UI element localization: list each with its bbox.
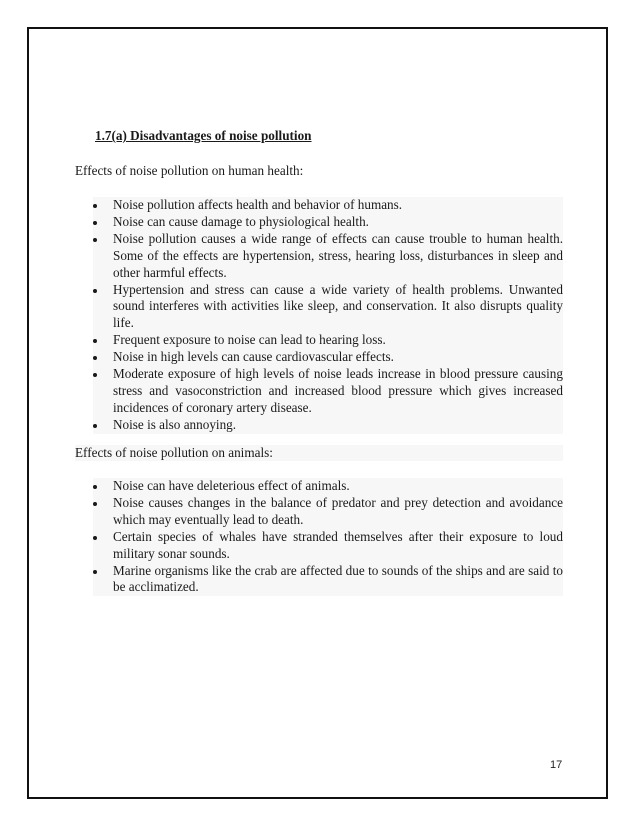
list-item-text: Noise pollution affects health and behavior of humans. — [113, 197, 403, 212]
list-item — [93, 231, 563, 282]
bullet-icon — [93, 238, 97, 242]
bullet-icon — [93, 339, 97, 343]
animal-effects-intro: Effects of noise pollution on animals: — [75, 445, 563, 461]
bullet-icon — [93, 485, 97, 489]
list-item-text: Frequent exposure to noise can lead to hearing loss. — [113, 332, 386, 348]
list-item — [93, 495, 563, 529]
bullet-icon — [93, 570, 97, 574]
bullet-icon — [93, 424, 97, 428]
list-item — [93, 349, 563, 366]
bullet-icon — [93, 536, 97, 540]
human-effects-list — [93, 197, 563, 434]
list-item — [93, 529, 563, 563]
section-heading: 1.7(a) Disadvantages of noise pollution — [95, 128, 312, 143]
bullet-icon — [93, 289, 97, 293]
list-item-text: Noise can have deleterious effect of animals. — [113, 478, 350, 493]
bullet-icon — [93, 221, 97, 225]
list-item-text: Noise pollution causes a wide range of effects can cause trouble to human health. Some of the effects are hypertension, stress, hearing loss, disturbances in sleep and other harmful effects. — [113, 230, 563, 280]
list-item — [93, 282, 563, 333]
list-item — [93, 197, 563, 214]
list-item — [93, 332, 563, 349]
bullet-icon — [93, 502, 97, 506]
list-item-text: Noise in high levels can cause cardiovascular effects. — [113, 349, 394, 365]
list-item-text: Noise causes changes in the balance of predator and prey detection and avoidance which may eventually lead to death. — [113, 494, 563, 527]
list-item — [93, 214, 563, 231]
list-item-text: Hypertension and stress can cause a wide variety of health problems. Unwanted sound interferes with activities like sleep, and conservation. It also disrupts quality life. — [113, 281, 563, 331]
bullet-icon — [93, 373, 97, 377]
bullet-icon — [93, 204, 97, 208]
list-item-text: Noise is also annoying. — [113, 416, 237, 432]
list-item-text: Marine organisms like the crab are affected due to sounds of the ships and are said to be acclimatized. — [113, 562, 563, 595]
list-item-text: Moderate exposure of high levels of noise leads increase in blood pressure causing stress and vasoconstriction and increased blood pressure which gives increased incidences of coronary artery disease. — [113, 366, 563, 415]
list-item-text: Certain species of whales have stranded themselves after their exposure to loud military sonar sounds. — [113, 528, 563, 561]
page-number: 17 — [550, 759, 563, 771]
list-item — [93, 366, 563, 417]
bullet-icon — [93, 356, 97, 360]
list-item — [93, 478, 563, 495]
list-item — [93, 563, 563, 597]
human-effects-intro: Effects of noise pollution on human health: — [75, 163, 304, 178]
list-item — [93, 417, 563, 434]
list-item-text: Noise can cause damage to physiological health. — [113, 213, 369, 229]
animal-effects-list — [93, 478, 563, 596]
